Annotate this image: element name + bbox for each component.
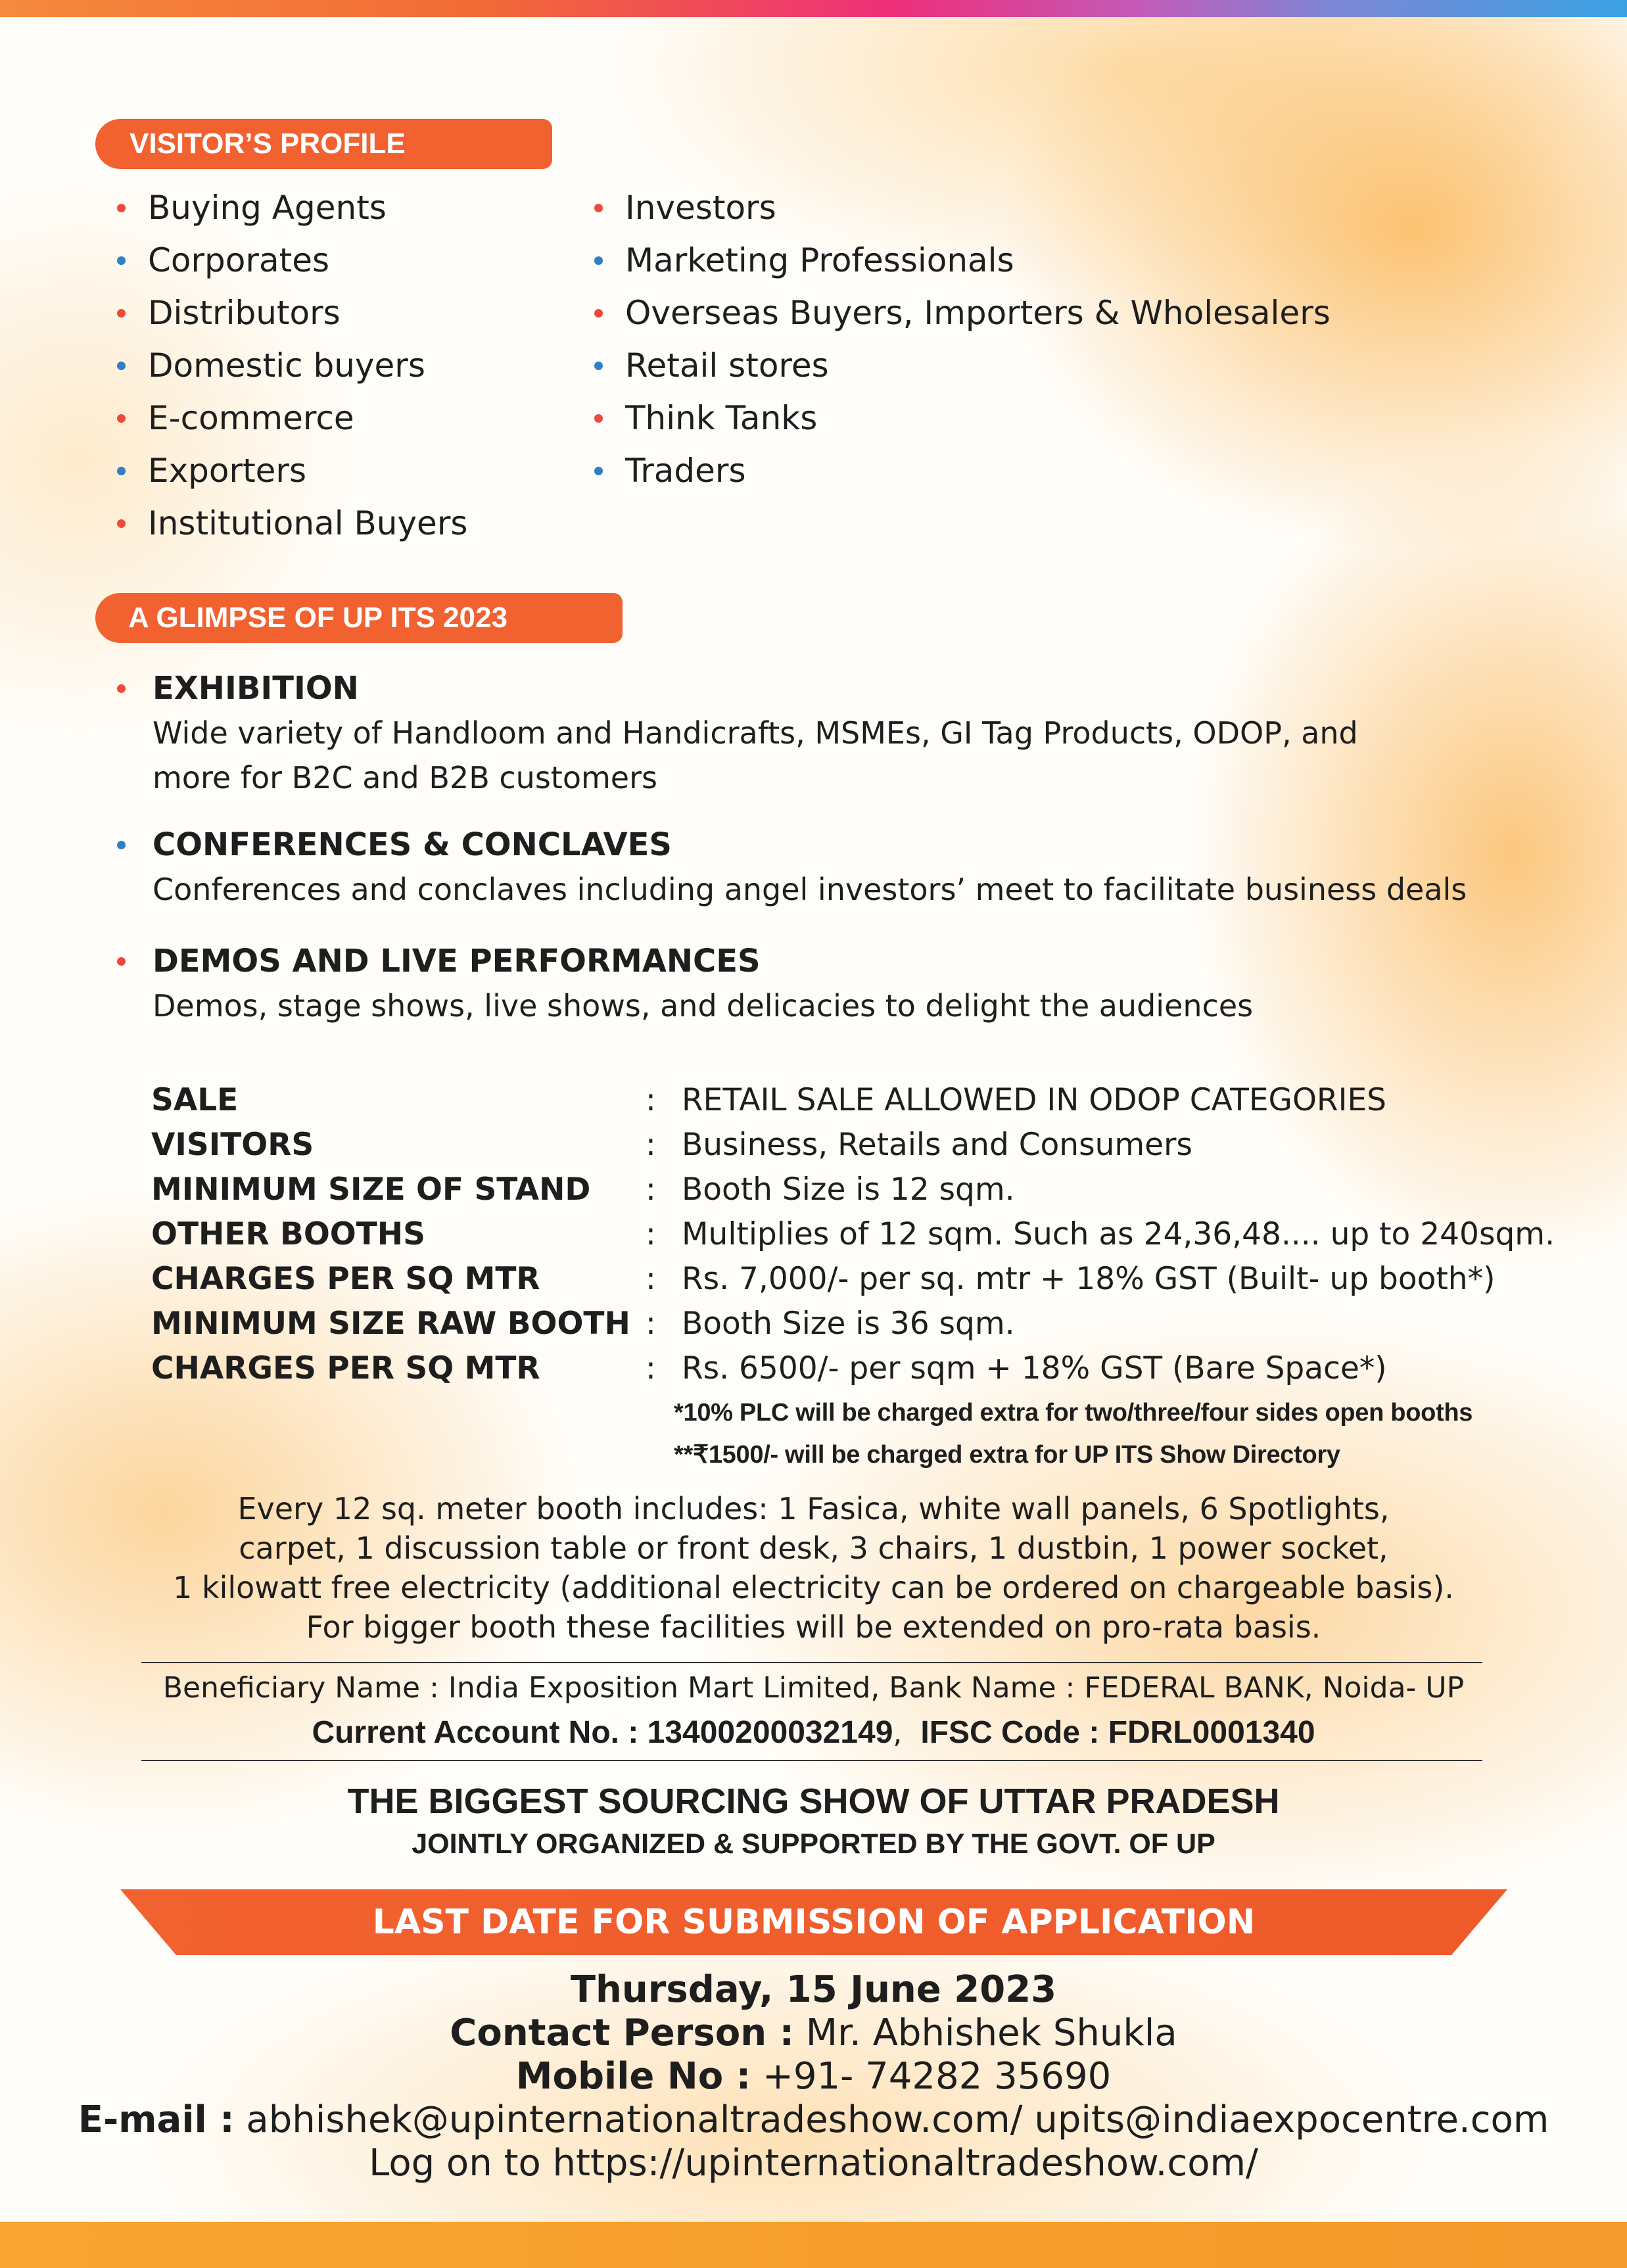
spec-colon: : — [646, 1306, 656, 1342]
website-line[interactable]: Log on to https://upinternationaltradeshow.com/ — [369, 2142, 1258, 2185]
list-item: Think Tanks — [594, 392, 1331, 444]
glimpse-item-heading: DEMOS AND LIVE PERFORMANCES — [153, 943, 761, 980]
bank-details — [0, 1666, 1627, 1756]
bullet-icon — [117, 309, 126, 318]
spec-label: MINIMUM SIZE OF STAND — [151, 1171, 591, 1208]
list-item: Exporters — [117, 444, 467, 497]
booth-includes — [0, 1489, 1627, 1647]
glimpse-item-heading: CONFERENCES & CONCLAVES — [153, 826, 672, 863]
list-item: Institutional Buyers — [117, 497, 467, 550]
table-row — [151, 1123, 1597, 1168]
bullet-icon — [117, 519, 126, 528]
spec-colon: : — [646, 1127, 656, 1163]
spec-value: RETAIL SALE ALLOWED IN ODOP CATEGORIES — [682, 1082, 1386, 1118]
bullet-icon — [117, 362, 126, 370]
bullet-icon — [117, 467, 126, 475]
account-separator: , — [893, 1716, 903, 1750]
includes-line: For bigger booth these facilities will be extended on pro-rata basis. — [306, 1609, 1321, 1645]
contact-person-line — [0, 2012, 1627, 2055]
bottom-strip — [0, 2222, 1627, 2268]
list-item: Distributors — [117, 287, 467, 339]
divider — [141, 1760, 1482, 1761]
spec-colon: : — [646, 1350, 656, 1386]
glimpse-item-body: Wide variety of Handloom and Handicrafts, MSMEs, GI Tag Products, ODOP, and more for B2C and B2B customers — [153, 715, 1358, 795]
table-row — [151, 1168, 1597, 1212]
spec-label: CHARGES PER SQ MTR — [151, 1350, 540, 1386]
contact-person: Mr. Abhishek Shukla — [805, 2012, 1177, 2054]
table-row — [151, 1257, 1597, 1302]
visitors-profile-heading: VISITOR’S PROFILE — [95, 119, 552, 169]
table-row — [151, 1212, 1597, 1257]
email-label: E-mail : — [78, 2098, 235, 2141]
glimpse-item-heading: EXHIBITION — [153, 670, 359, 707]
bullet-icon — [117, 414, 126, 423]
visitors-list-col1 — [117, 181, 467, 550]
includes-line: Every 12 sq. meter booth includes: 1 Fasica, white wall panels, 6 Spotlights, — [237, 1491, 1390, 1526]
bullet-icon — [117, 957, 126, 966]
spec-value: Rs. 6500/- per sqm + 18% GST (Bare Space*) — [682, 1350, 1387, 1386]
list-item: Buying Agents — [117, 181, 467, 234]
glimpse-item-demos — [117, 939, 1563, 1028]
bullet-icon — [594, 467, 603, 475]
list-item: Overseas Buyers, Importers & Wholesalers — [594, 287, 1331, 339]
list-item: Traders — [594, 444, 1331, 497]
visitors-list-col2 — [594, 181, 1331, 497]
list-item: Marketing Professionals — [594, 234, 1331, 287]
beneficiary-line: Beneficiary Name : India Exposition Mart Limited, Bank Name : FEDERAL BANK, Noida- UP — [162, 1671, 1465, 1705]
contact-block — [0, 1968, 1627, 2185]
mobile-line — [0, 2055, 1627, 2098]
list-item: E-commerce — [117, 392, 467, 444]
top-gradient-strip — [0, 0, 1627, 17]
bullet-icon — [594, 362, 603, 370]
spec-label: MINIMUM SIZE RAW BOOTH — [151, 1306, 630, 1342]
booth-specs-table — [151, 1078, 1597, 1391]
show-subtitle: JOINTLY ORGANIZED & SUPPORTED BY THE GOVT. OF UP — [412, 1828, 1215, 1860]
glimpse-item-body: Demos, stage shows, live shows, and delicacies to delight the audiences — [153, 988, 1254, 1024]
show-title: THE BIGGEST SOURCING SHOW OF UTTAR PRADESH — [347, 1782, 1280, 1821]
glimpse-item-body: Conferences and conclaves including angel investors’ meet to facilitate business deals — [153, 872, 1467, 907]
table-row — [151, 1302, 1597, 1346]
directory-note: **₹1500/- will be charged extra for UP ITS Show Directory — [674, 1441, 1340, 1469]
show-title-block — [0, 1778, 1627, 1864]
account-number: Current Account No. : 13400200032149 — [312, 1715, 893, 1750]
glimpse-heading: A GLIMPSE OF UP ITS 2023 — [95, 593, 623, 643]
spec-value: Rs. 7,000/- per sq. mtr + 18% GST (Built- up booth*) — [682, 1261, 1496, 1297]
list-item: Investors — [594, 181, 1331, 234]
mobile-number: +91- 74282 35690 — [762, 2055, 1112, 2098]
spec-value: Business, Retails and Consumers — [682, 1127, 1192, 1163]
glimpse-item-conferences — [117, 822, 1563, 912]
bullet-icon — [594, 414, 603, 423]
glimpse-item-exhibition — [117, 666, 1563, 800]
list-item: Retail stores — [594, 339, 1331, 392]
email-address[interactable]: abhishek@upinternationaltradeshow.com/ upits@indiaexpocentre.com — [246, 2098, 1549, 2141]
spec-value: Booth Size is 36 sqm. — [682, 1306, 1015, 1342]
bullet-icon — [117, 841, 126, 849]
table-row — [151, 1346, 1597, 1391]
spec-value: Multiplies of 12 sqm. Such as 24,36,48.... up to 240sqm. — [682, 1216, 1555, 1252]
spec-colon: : — [646, 1082, 656, 1118]
mobile-label: Mobile No : — [515, 2055, 751, 2098]
divider — [141, 1662, 1482, 1663]
bullet-icon — [594, 309, 603, 318]
includes-line: 1 kilowatt free electricity (additional electricity can be ordered on chargeable basis). — [173, 1570, 1454, 1605]
ifsc-code: IFSC Code : FDRL0001340 — [920, 1715, 1315, 1750]
spec-colon: : — [646, 1216, 656, 1252]
bullet-icon — [117, 684, 126, 693]
includes-line: carpet, 1 discussion table or front desk, 3 chairs, 1 dustbin, 1 power socket, — [239, 1530, 1388, 1566]
spec-colon: : — [646, 1261, 656, 1297]
deadline-date: Thursday, 15 June 2023 — [570, 1968, 1057, 2011]
plc-note: *10% PLC will be charged extra for two/three/four sides open booths — [674, 1399, 1473, 1427]
email-line — [0, 2098, 1627, 2142]
spec-colon: : — [646, 1171, 656, 1208]
bullet-icon — [117, 256, 126, 265]
spec-label: OTHER BOOTHS — [151, 1216, 425, 1252]
table-row — [151, 1078, 1597, 1123]
spec-value: Booth Size is 12 sqm. — [682, 1171, 1015, 1208]
list-item: Corporates — [117, 234, 467, 287]
deadline-banner — [120, 1889, 1507, 1955]
account-line — [0, 1711, 1627, 1756]
bullet-icon — [594, 204, 603, 212]
spec-label: VISITORS — [151, 1127, 314, 1163]
bullet-icon — [117, 204, 126, 212]
spec-label: CHARGES PER SQ MTR — [151, 1261, 540, 1297]
list-item: Domestic buyers — [117, 339, 467, 392]
deadline-banner-text: LAST DATE FOR SUBMISSION OF APPLICATION — [372, 1902, 1256, 1942]
contact-person-label: Contact Person : — [450, 2012, 794, 2054]
spec-label: SALE — [151, 1082, 239, 1118]
bullet-icon — [594, 256, 603, 265]
